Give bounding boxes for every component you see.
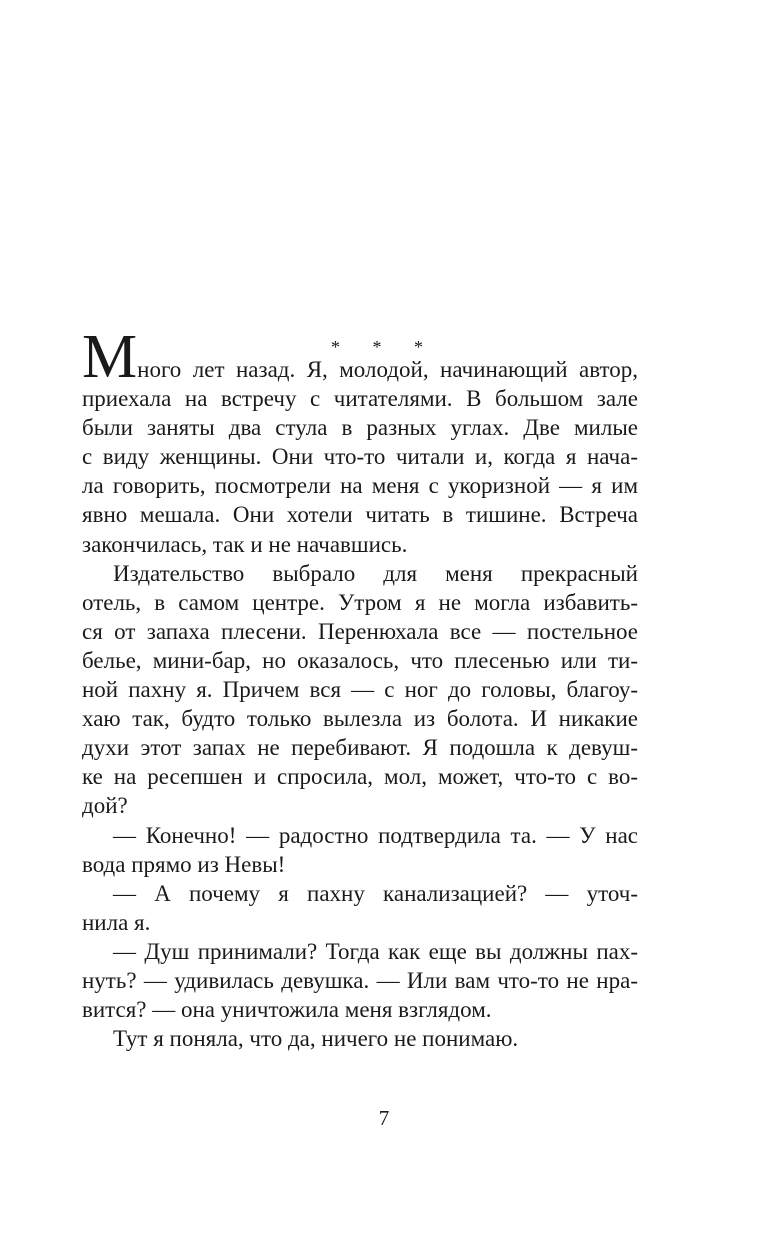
text-line: отель, в самом центре. Утром я не могла избавить- <box>82 589 638 615</box>
text-line: — А почему я пахну канализацией? — уточ- <box>113 880 638 906</box>
text-line: Издательство выбрало для меня прекрасный <box>113 560 638 586</box>
page-number: 7 <box>378 1106 390 1130</box>
text-line: ке на ресепшен и спросила, мол, может, что-то с во- <box>82 764 638 790</box>
text-line: — Конечно! — радостно подтвердила та. — У нас <box>113 822 638 848</box>
text-line: явно мешала. Они хотели читать в тишине. Встреча <box>82 502 638 528</box>
text-line: закончилась, так и не начавшись. <box>82 531 408 557</box>
drop-cap: М <box>82 323 138 391</box>
section-separator: * * * <box>331 337 437 357</box>
text-line: дой? <box>82 793 128 819</box>
text-line: ла говорить, посмотрели на меня с укоризной — я им <box>82 473 638 499</box>
body-text <box>82 323 638 1053</box>
text-line: духи этот запах не перебивают. Я подошла к девуш- <box>82 735 638 761</box>
text-line: белье, мини-бар, но оказалось, что плесенью или ти- <box>82 647 638 673</box>
text-line: приехала на встречу с читателями. В большом зале <box>82 386 638 412</box>
text-line: хаю так, будто только вылезла из болота. И никакие <box>82 706 638 732</box>
text-line: нила я. <box>82 909 151 935</box>
text-line: с виду женщины. Они что-то читали и, когда я нача- <box>82 444 638 470</box>
text-line: Тут я поняла, что да, ничего не понимаю. <box>113 1026 519 1052</box>
text-line: вода прямо из Невы! <box>82 851 286 877</box>
text-line: ся от запаха плесени. Перенюхала все — постельное <box>82 618 638 644</box>
text-line: вится? — она уничтожила меня взглядом. <box>82 997 492 1023</box>
text-line: нуть? — удивилась девушка. — Или вам что-то не нра- <box>82 967 638 993</box>
text-line: — Душ принимали? Тогда как еще вы должны пах- <box>113 938 638 964</box>
text-line: Много лет назад. Я, молодой, начинающий автор, <box>82 323 638 391</box>
text-line: были заняты два стула в разных углах. Две милые <box>82 415 638 441</box>
text-line: ной пахну я. Причем вся — с ног до головы, благоу- <box>82 677 638 703</box>
